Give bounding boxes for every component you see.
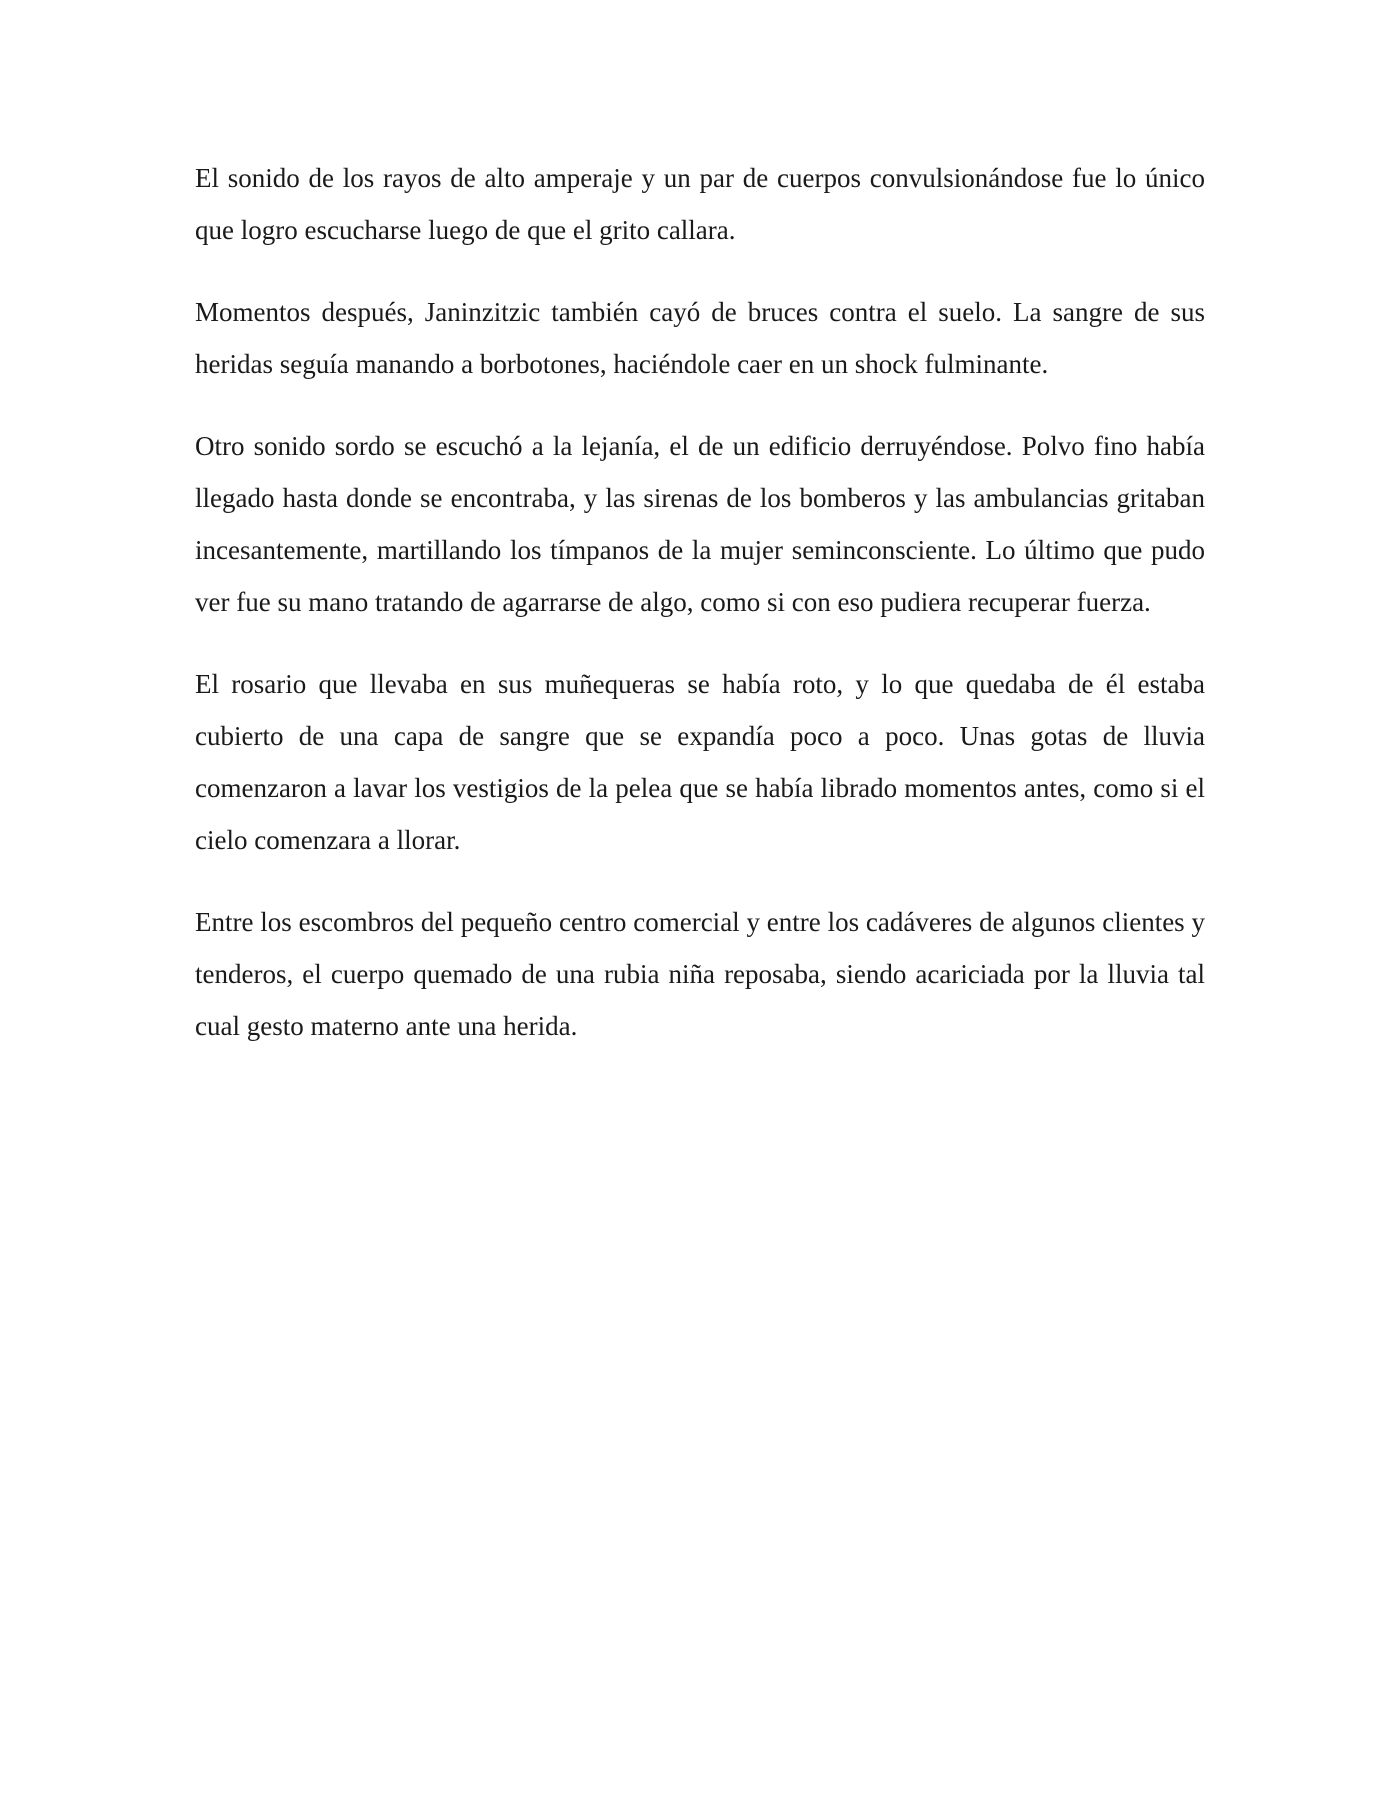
document-body xyxy=(195,152,1205,1082)
paragraph-3: Otro sonido sordo se escuchó a la lejanía, el de un edificio derruyéndose. Polvo fino había llegado hasta donde se encontraba, y las sirenas de los bomberos y las ambulancias gritaban incesantemente, martillando los tímpanos de la mujer seminconsciente. Lo último que pudo ver fue su mano tratando de agarrarse de algo, como si con eso pudiera recuperar fuerza. xyxy=(195,431,1205,617)
paragraph-4: El rosario que llevaba en sus muñequeras se había roto, y lo que quedaba de él estaba cubierto de una capa de sangre que se expandía poco a poco. Unas gotas de lluvia comenzaron a lavar los vestigios de la pelea que se había librado momentos antes, como si el cielo comenzara a llorar. xyxy=(195,669,1205,855)
paragraph-2: Momentos después, Janinzitzic también cayó de bruces contra el suelo. La sangre de sus heridas seguía manando a borbotones, haciéndole caer en un shock fulminante. xyxy=(195,297,1205,379)
paragraph-5: Entre los escombros del pequeño centro comercial y entre los cadáveres de algunos clientes y tenderos, el cuerpo quemado de una rubia niña reposaba, siendo acariciada por la lluvia tal cual gesto materno ante una herida. xyxy=(195,907,1205,1041)
paragraph-1: El sonido de los rayos de alto amperaje y un par de cuerpos convulsionándose fue lo único que logro escucharse luego de que el grito callara. xyxy=(195,163,1205,245)
